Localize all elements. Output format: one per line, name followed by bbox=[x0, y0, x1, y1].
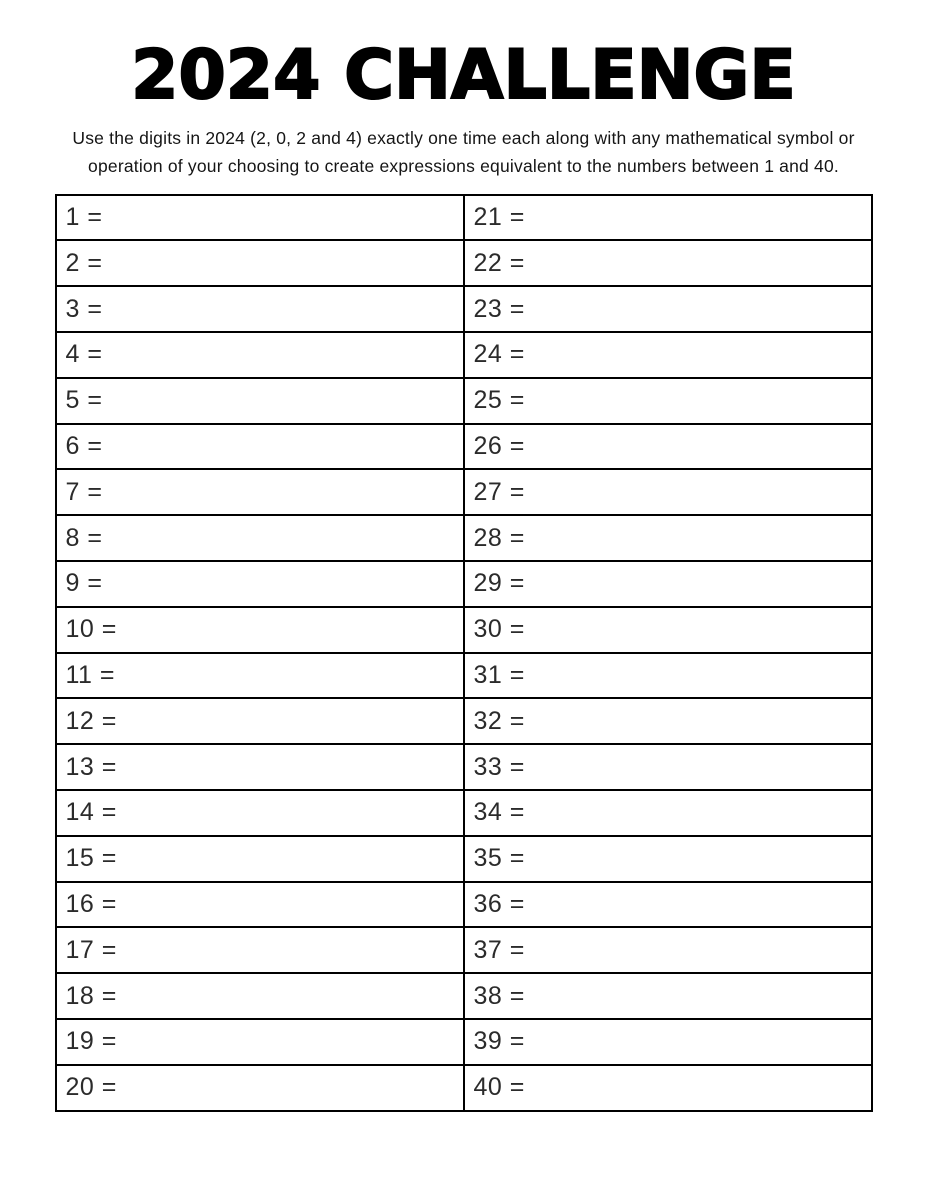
answer-cell-left bbox=[56, 469, 464, 515]
answer-cell-left bbox=[56, 1019, 464, 1065]
answers-table-body bbox=[56, 195, 872, 1111]
row-label-left: 16 = bbox=[65, 889, 117, 918]
row-label-left: 8 = bbox=[65, 523, 103, 552]
table-row bbox=[56, 515, 872, 561]
table-row bbox=[56, 836, 872, 882]
answer-cell-left bbox=[56, 332, 464, 378]
table-row bbox=[56, 653, 872, 699]
table-row bbox=[56, 561, 872, 607]
table-row bbox=[56, 240, 872, 286]
row-label-left: 17 = bbox=[65, 935, 117, 964]
page-title: 2024 CHALLENGE bbox=[131, 36, 796, 115]
answer-cell-left bbox=[56, 561, 464, 607]
row-label-right: 32 = bbox=[473, 706, 525, 735]
row-label-right: 31 = bbox=[473, 661, 525, 689]
answer-cell-left bbox=[56, 515, 464, 561]
table-row bbox=[56, 790, 872, 836]
answer-cell-left bbox=[56, 882, 464, 928]
row-label-right: 27 = bbox=[473, 477, 525, 506]
answer-cell-right bbox=[464, 424, 872, 470]
row-label-right: 36 = bbox=[473, 889, 525, 918]
row-label-right: 24 = bbox=[473, 340, 525, 369]
row-label-left: 4 = bbox=[65, 340, 103, 369]
answer-cell-left bbox=[56, 927, 464, 973]
answer-cell-right bbox=[464, 561, 872, 607]
row-label-left: 18 = bbox=[65, 981, 117, 1010]
answer-cell-left bbox=[56, 1065, 464, 1111]
answer-cell-left bbox=[56, 653, 464, 699]
row-label-left: 7 = bbox=[65, 477, 103, 506]
table-row bbox=[56, 1065, 872, 1111]
answer-cell-left bbox=[56, 973, 464, 1019]
answer-cell-right bbox=[464, 195, 872, 241]
answer-cell-left bbox=[56, 607, 464, 653]
table-row bbox=[56, 973, 872, 1019]
row-label-right: 25 = bbox=[473, 386, 525, 415]
answer-cell-right bbox=[464, 1065, 872, 1111]
row-label-right: 33 = bbox=[473, 752, 525, 781]
answer-cell-right bbox=[464, 927, 872, 973]
answer-cell-left bbox=[56, 698, 464, 744]
row-label-left: 2 = bbox=[65, 248, 103, 277]
table-row bbox=[56, 469, 872, 515]
answer-cell-left bbox=[56, 790, 464, 836]
row-label-right: 22 = bbox=[473, 248, 525, 277]
table-row bbox=[56, 744, 872, 790]
answer-cell-right bbox=[464, 698, 872, 744]
instructions-text: Use the digits in 2024 (2, 0, 2 and 4) exactly one time each along with any mathematical symbol or operation of your choosing to create expressions equivalent to the numbers between 1 and 40. bbox=[72, 128, 855, 176]
row-label-left: 5 = bbox=[65, 386, 103, 415]
answer-cell-right bbox=[464, 286, 872, 332]
table-row bbox=[56, 286, 872, 332]
row-label-right: 34 = bbox=[473, 798, 525, 827]
answer-cell-right bbox=[464, 332, 872, 378]
row-label-left: 14 = bbox=[65, 798, 117, 827]
answer-cell-right bbox=[464, 240, 872, 286]
row-label-left: 6 = bbox=[65, 432, 103, 461]
row-label-left: 1 = bbox=[65, 203, 103, 232]
answer-cell-right bbox=[464, 378, 872, 424]
table-row bbox=[56, 195, 872, 241]
answer-cell-left bbox=[56, 744, 464, 790]
table-row bbox=[56, 607, 872, 653]
row-label-right: 21 = bbox=[473, 203, 525, 232]
answer-cell-right bbox=[464, 1019, 872, 1065]
answer-cell-right bbox=[464, 607, 872, 653]
answer-cell-right bbox=[464, 653, 872, 699]
table-row bbox=[56, 1019, 872, 1065]
row-label-left: 12 = bbox=[65, 706, 117, 735]
answer-cell-left bbox=[56, 836, 464, 882]
answer-cell-left bbox=[56, 240, 464, 286]
row-label-right: 26 = bbox=[473, 432, 525, 461]
row-label-left: 11 = bbox=[65, 661, 115, 689]
row-label-left: 9 = bbox=[65, 569, 103, 598]
row-label-right: 29 = bbox=[473, 569, 525, 598]
answer-cell-right bbox=[464, 836, 872, 882]
answer-cell-right bbox=[464, 882, 872, 928]
answer-cell-left bbox=[56, 195, 464, 241]
row-label-right: 23 = bbox=[473, 294, 525, 323]
row-label-right: 37 = bbox=[473, 935, 525, 964]
answer-cell-right bbox=[464, 515, 872, 561]
row-label-left: 20 = bbox=[65, 1073, 117, 1102]
table-row bbox=[56, 882, 872, 928]
table-row bbox=[56, 378, 872, 424]
answer-cell-right bbox=[464, 973, 872, 1019]
row-label-left: 19 = bbox=[65, 1027, 117, 1056]
row-label-right: 38 = bbox=[473, 981, 525, 1010]
row-label-right: 30 = bbox=[473, 615, 525, 644]
row-label-right: 39 = bbox=[473, 1027, 525, 1056]
table-row bbox=[56, 332, 872, 378]
row-label-right: 35 = bbox=[473, 844, 525, 873]
row-label-left: 3 = bbox=[65, 294, 103, 323]
row-label-left: 15 = bbox=[65, 844, 117, 873]
answer-cell-left bbox=[56, 378, 464, 424]
row-label-left: 13 = bbox=[65, 752, 117, 781]
answer-cell-left bbox=[56, 286, 464, 332]
answers-table bbox=[55, 194, 873, 1112]
table-row bbox=[56, 927, 872, 973]
answer-cell-right bbox=[464, 469, 872, 515]
table-row bbox=[56, 424, 872, 470]
answer-cell-right bbox=[464, 744, 872, 790]
row-label-right: 28 = bbox=[473, 523, 525, 552]
table-row bbox=[56, 698, 872, 744]
row-label-right: 40 = bbox=[473, 1073, 525, 1102]
answer-cell-left bbox=[56, 424, 464, 470]
row-label-left: 10 = bbox=[65, 615, 117, 644]
answer-cell-right bbox=[464, 790, 872, 836]
